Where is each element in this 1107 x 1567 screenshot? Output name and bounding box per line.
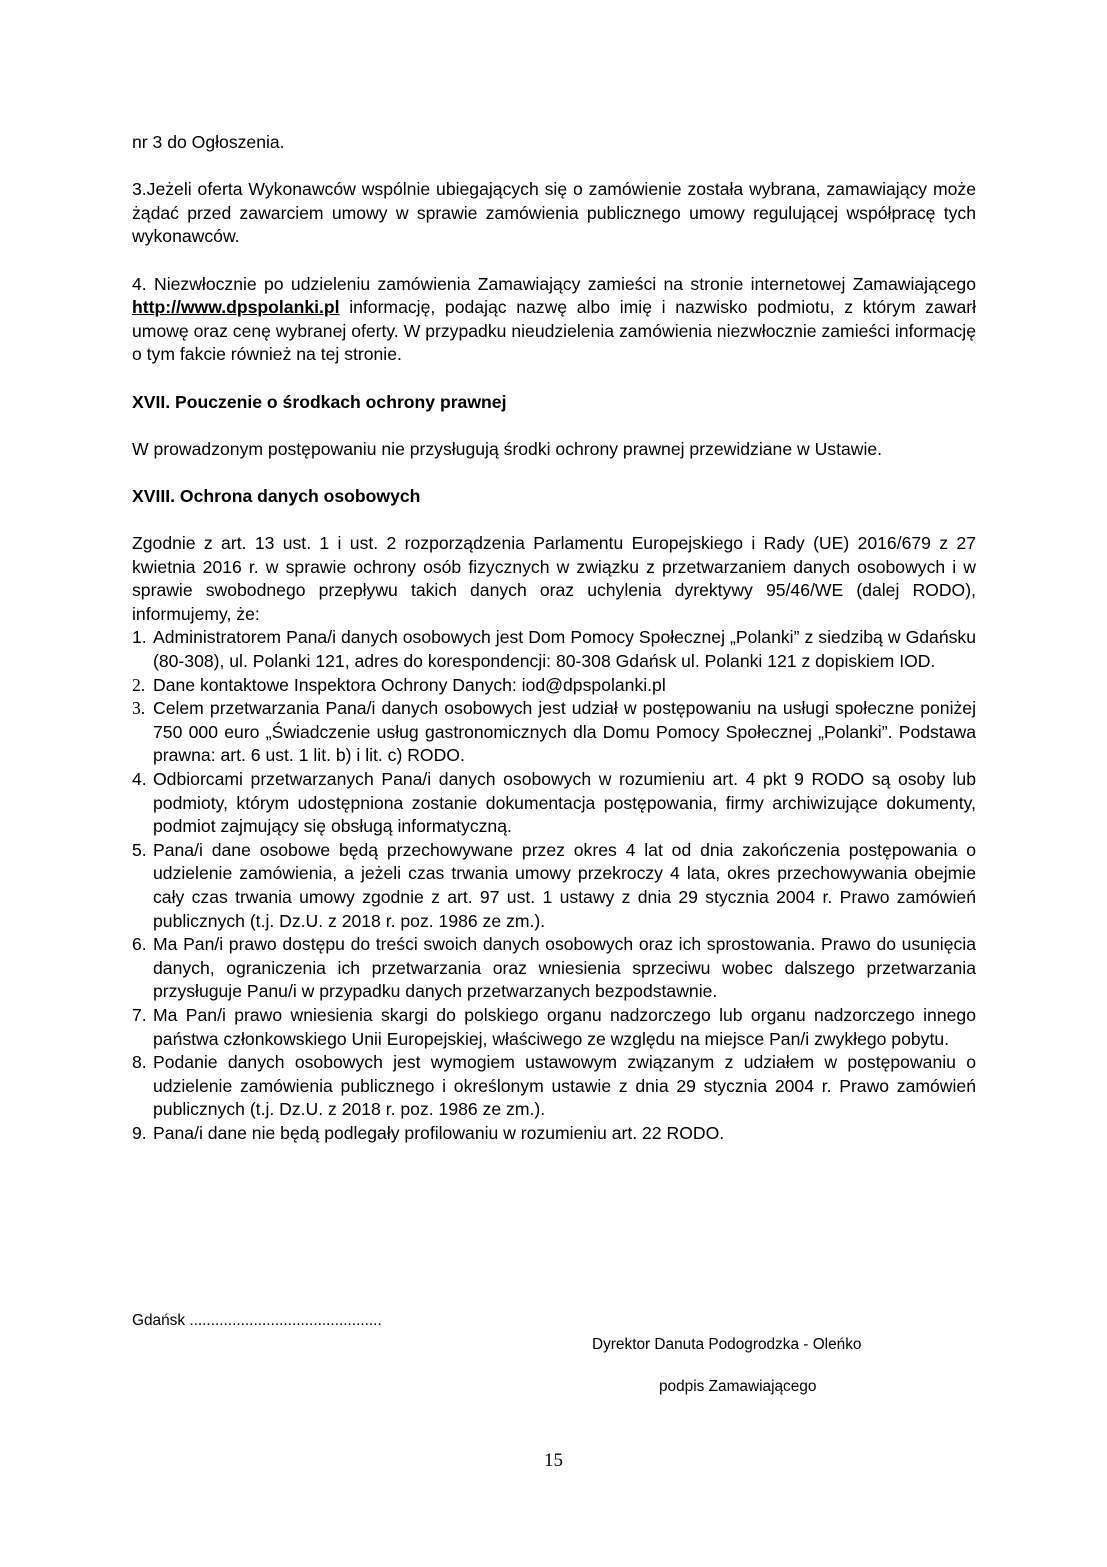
list-item-number: 5.: [132, 839, 147, 860]
list-item-text: Podanie danych osobowych jest wymogiem ustawowym związanym z udziałem w postępowaniu o udzielenie zamówienia publicznego i określonym ustawie z dnia 29 stycznia 2004 r. Prawo zamówień publicznych (t.j. Dz.U. z 2018 r. poz. 1986 ze zm.).: [153, 1052, 976, 1120]
page-number: 15: [544, 1450, 563, 1471]
rodo-list: [132, 626, 976, 1145]
section-17-text: W prowadzonym postępowaniu nie przysługują środki ochrony prawnej przewidziane w Ustawie.: [132, 438, 883, 459]
website-link[interactable]: http://www.dpspolanki.pl: [132, 297, 340, 318]
list-item: [132, 839, 976, 933]
continuation-line: nr 3 do Ogłoszenia.: [132, 132, 285, 152]
list-item: [132, 768, 976, 839]
list-item: [132, 933, 976, 1004]
list-item-number: 7.: [132, 1004, 147, 1025]
list-item: [132, 697, 976, 768]
list-item: [132, 674, 976, 698]
list-item-text: Celem przetwarzania Pana/i danych osobowych jest udział w postępowaniu na usługi społeczne poniżej 750 000 euro „Świadczenie usług gastronomicznych dla Domu Pomocy Społecznej „Polanki”. Podstawa prawna: art. 6 ust. 1 lit. b) i lit. c) RODO.: [153, 698, 976, 766]
section-17-heading: XVII. Pouczenie o środkach ochrony prawnej: [132, 391, 507, 412]
list-item-text: Ma Pan/i prawo wniesienia skargi do polskiego organu nadzorczego lub organu nadzorczego innego państwa członkowskiego Unii Europejskiej, właściwego ze względu na miejsce Pan/i zwykłego pobytu.: [153, 1004, 976, 1049]
list-item: [132, 1051, 976, 1122]
paragraph-4-before: 4. Niezwłocznie po udzieleniu zamówienia Zamawiający zamieści na stronie internetowej Zamawiającego: [132, 273, 976, 294]
paragraph-4-after: informację, podając nazwę albo imię i nazwisko podmiotu, z którym zawarł umowę oraz cenę wybranej oferty. W przypadku nieudzielenia zamówienia niezwłocznie zamieści informację o tym fakcie również na tej stronie.: [132, 297, 976, 365]
list-item: [132, 1004, 976, 1051]
page-content: [132, 131, 976, 1146]
list-item-number: 9.: [132, 1122, 147, 1143]
section-18-heading: XVIII. Ochrona danych osobowych: [132, 485, 421, 506]
list-item-text: Pana/i dane osobowe będą przechowywane przez okres 4 lat od dnia zakończenia postępowania o udzielenie zamówienia, a jeżeli czas trwania umowy przekroczy 4 lata, okres przechowywania obejmie cały czas trwania umowy zgodnie z art. 97 ust. 1 ustawy z dnia 29 stycznia 2004 r. Prawo zamówień publicznych (t.j. Dz.U. z 2018 r. poz. 1986 ze zm.).: [153, 839, 976, 931]
section-18-intro: Zgodnie z art. 13 ust. 1 i ust. 2 rozporządzenia Parlamentu Europejskiego i Rady (UE) 2016/679 z 27 kwietnia 2016 r. w sprawie ochrony osób fizycznych w związku z przetwarzaniem danych osobowych i w sprawie swobodnego przepływu takich danych oraz uchylenia dyrektywy 95/46/WE (dalej RODO), informujemy, że:: [132, 533, 976, 624]
list-item-text: Pana/i dane nie będą podlegały profilowaniu w rozumieniu art. 22 RODO.: [153, 1122, 725, 1143]
list-item: [132, 1122, 976, 1146]
signature-caption: podpis Zamawiającego: [659, 1378, 817, 1395]
list-item-text: Administratorem Pana/i danych osobowych jest Dom Pomocy Społecznej „Polanki” z siedzibą w Gdańsku (80-308), ul. Polanki 121, adres do korespondencji: 80-308 Gdańsk ul. Polanki 121 z dopiskiem IOD.: [153, 627, 976, 672]
signature-name: Dyrektor Danuta Podogrodzka - Oleńko: [592, 1336, 862, 1353]
list-item-text: Odbiorcami przetwarzanych Pana/i danych osobowych w rozumieniu art. 4 pkt 9 RODO są osoby lub podmioty, którym udostępniona zostanie dokumentacja postępowania, firmy archiwizujące dokumenty, podmiot zajmujący się obsługą informatyczną.: [153, 769, 976, 837]
list-item-number: 1.: [132, 627, 147, 648]
list-item-text: Dane kontaktowe Inspektora Ochrony Danych: iod@dpspolanki.pl: [153, 674, 666, 695]
list-item-number: 4.: [132, 769, 147, 790]
list-item-text: Ma Pan/i prawo dostępu do treści swoich danych osobowych oraz ich sprostowania. Prawo do usunięcia danych, ograniczenia ich przetwarzania oraz wniesienia sprzeciwu wobec dalszego przetwarzania przysługuje Panu/i w przypadku danych przetwarzanych bezpodstawnie.: [153, 934, 976, 1002]
signature-place-date: Gdańsk .............................................: [132, 1312, 382, 1329]
paragraph-3: 3.Jeżeli oferta Wykonawców wspólnie ubiegających się o zamówienie została wybrana, zamawiający może żądać przed zawarciem umowy w sprawie zamówienia publicznego umowy regulującej współpracę tych wykonawców.: [132, 179, 976, 247]
list-item-number: 2.: [132, 674, 146, 695]
list-item-number: 3.: [132, 698, 146, 719]
paragraph-4: [132, 273, 976, 367]
list-item-number: 6.: [132, 934, 147, 955]
list-item: [132, 626, 976, 673]
list-item-number: 8.: [132, 1052, 147, 1073]
